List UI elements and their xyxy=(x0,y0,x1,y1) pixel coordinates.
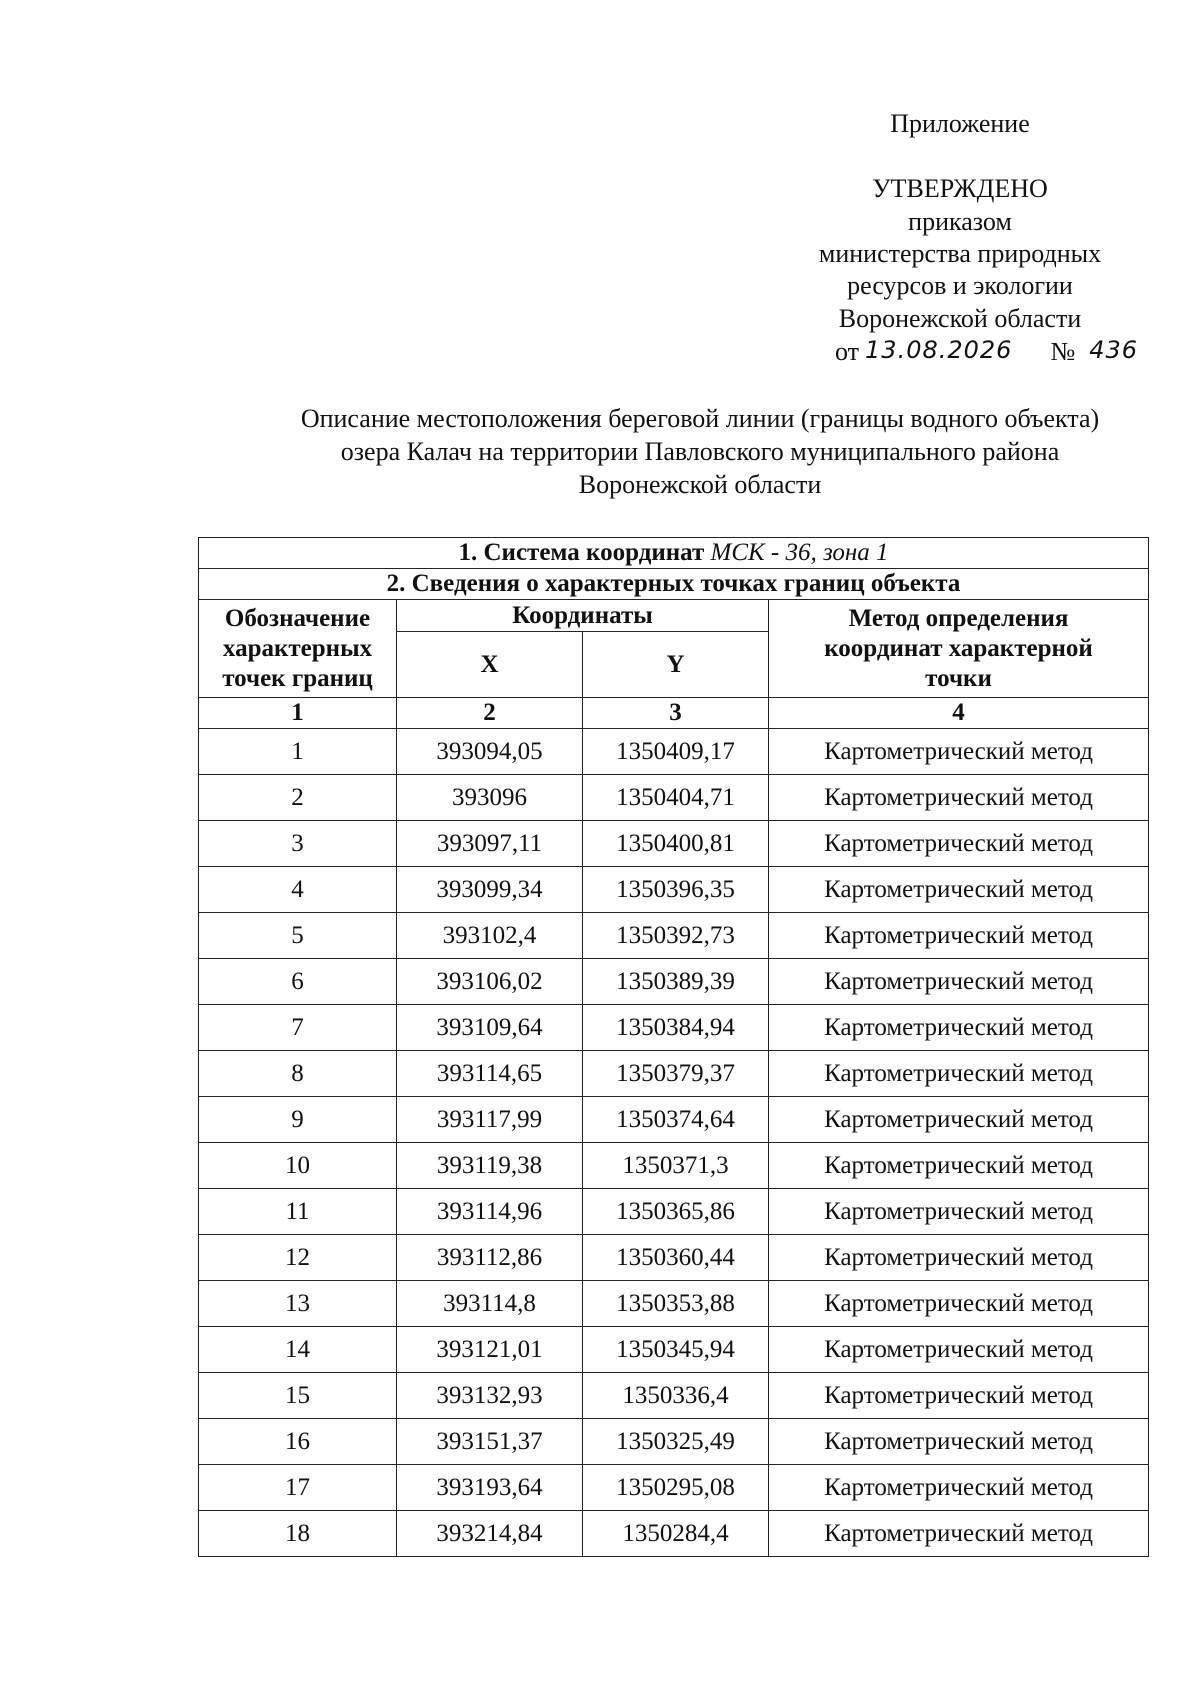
cell-y: 1350400,81 xyxy=(583,821,769,867)
table-row xyxy=(199,959,1149,1005)
handwritten-order-number: 436 xyxy=(1089,336,1139,364)
cell-y: 1350325,49 xyxy=(583,1419,769,1465)
cell-y: 1350392,73 xyxy=(583,913,769,959)
cell-point: 5 xyxy=(199,913,397,959)
table-row xyxy=(199,1465,1149,1511)
cell-x: 393106,02 xyxy=(397,959,583,1005)
header-point-line-1: Обозначение xyxy=(224,604,371,632)
cell-x: 393099,34 xyxy=(397,867,583,913)
cell-y: 1350371,3 xyxy=(583,1143,769,1189)
cell-y: 1350404,71 xyxy=(583,775,769,821)
cell-point: 7 xyxy=(199,1005,397,1051)
table-row xyxy=(199,1005,1149,1051)
cell-y: 1350389,39 xyxy=(583,959,769,1005)
cell-method: Картометрический метод xyxy=(769,1281,1149,1327)
cell-y: 1350336,4 xyxy=(583,1373,769,1419)
number-sign: № xyxy=(1050,337,1076,366)
cell-y: 1350379,37 xyxy=(583,1051,769,1097)
coordinate-system-value: МСК - 36, зона 1 xyxy=(710,539,889,566)
coordinates-table xyxy=(198,537,1149,1557)
cell-method: Картометрический метод xyxy=(769,1511,1149,1557)
header-method-line-3: точки xyxy=(925,664,992,692)
header-x: X xyxy=(397,632,583,698)
cell-x: 393151,37 xyxy=(397,1419,583,1465)
title-line-3: Воронежской области xyxy=(578,470,822,499)
cell-method: Картометрический метод xyxy=(769,775,1149,821)
cell-point: 6 xyxy=(199,959,397,1005)
table-header-row xyxy=(199,600,1149,632)
coordinate-system-cell xyxy=(199,538,1149,569)
table-row xyxy=(199,1281,1149,1327)
cell-x: 393119,38 xyxy=(397,1143,583,1189)
table-row xyxy=(199,1097,1149,1143)
cell-point: 9 xyxy=(199,1097,397,1143)
cell-y: 1350384,94 xyxy=(583,1005,769,1051)
cell-method: Картометрический метод xyxy=(769,867,1149,913)
approved-label: УТВЕРЖДЕНО xyxy=(872,174,1048,203)
cell-y: 1350360,44 xyxy=(583,1235,769,1281)
cell-x: 393114,8 xyxy=(397,1281,583,1327)
cell-point: 15 xyxy=(199,1373,397,1419)
cell-point: 4 xyxy=(199,867,397,913)
column-number: 3 xyxy=(583,698,769,729)
cell-x: 393102,4 xyxy=(397,913,583,959)
cell-method: Картометрический метод xyxy=(769,1235,1149,1281)
cell-method: Картометрический метод xyxy=(769,1419,1149,1465)
cell-y: 1350295,08 xyxy=(583,1465,769,1511)
cell-point: 8 xyxy=(199,1051,397,1097)
cell-method: Картометрический метод xyxy=(769,959,1149,1005)
cell-method: Картометрический метод xyxy=(769,913,1149,959)
cell-point: 17 xyxy=(199,1465,397,1511)
cell-point: 1 xyxy=(199,729,397,775)
cell-x: 393094,05 xyxy=(397,729,583,775)
appendix-label: Приложение xyxy=(890,109,1030,138)
title-line-1: Описание местоположения береговой линии (границы водного объекта) xyxy=(300,404,1100,433)
points-info-row xyxy=(199,569,1149,600)
header-coordinates: Координаты xyxy=(397,600,769,632)
points-info-cell: 2. Сведения о характерных точках границ объекта xyxy=(199,569,1149,600)
cell-x: 393214,84 xyxy=(397,1511,583,1557)
table-row xyxy=(199,1051,1149,1097)
cell-y: 1350284,4 xyxy=(583,1511,769,1557)
order-label: приказом xyxy=(908,207,1012,236)
header-method xyxy=(769,600,1149,698)
table-row xyxy=(199,821,1149,867)
cell-point: 18 xyxy=(199,1511,397,1557)
table-row xyxy=(199,867,1149,913)
cell-y: 1350409,17 xyxy=(583,729,769,775)
handwritten-date: 13.08.2026 xyxy=(865,336,1013,364)
header-point-line-3: точек границ xyxy=(222,664,373,692)
cell-x: 393097,11 xyxy=(397,821,583,867)
table-row xyxy=(199,1419,1149,1465)
column-number: 2 xyxy=(397,698,583,729)
cell-method: Картометрический метод xyxy=(769,1189,1149,1235)
column-number: 1 xyxy=(199,698,397,729)
ministry-label: министерства природных xyxy=(818,239,1102,268)
cell-method: Картометрический метод xyxy=(769,1373,1149,1419)
cell-y: 1350374,64 xyxy=(583,1097,769,1143)
cell-method: Картометрический метод xyxy=(769,1143,1149,1189)
cell-method: Картометрический метод xyxy=(769,729,1149,775)
cell-method: Картометрический метод xyxy=(769,1051,1149,1097)
resources-label: ресурсов и экологии xyxy=(847,271,1073,300)
cell-method: Картометрический метод xyxy=(769,821,1149,867)
cell-point: 11 xyxy=(199,1189,397,1235)
header-method-line-1: Метод определения xyxy=(848,604,1069,632)
cell-x: 393117,99 xyxy=(397,1097,583,1143)
header-method-line-2: координат характерной xyxy=(824,634,1093,662)
table-row xyxy=(199,775,1149,821)
cell-x: 393112,86 xyxy=(397,1235,583,1281)
cell-x: 393193,64 xyxy=(397,1465,583,1511)
table-row xyxy=(199,1511,1149,1557)
cell-point: 12 xyxy=(199,1235,397,1281)
cell-point: 2 xyxy=(199,775,397,821)
region-label: Воронежской области xyxy=(838,304,1082,333)
cell-method: Картометрический метод xyxy=(769,1097,1149,1143)
cell-point: 10 xyxy=(199,1143,397,1189)
cell-method: Картометрический метод xyxy=(769,1465,1149,1511)
table-row xyxy=(199,729,1149,775)
cell-x: 393114,65 xyxy=(397,1051,583,1097)
column-number: 4 xyxy=(769,698,1149,729)
table-row xyxy=(199,1327,1149,1373)
table-row xyxy=(199,1143,1149,1189)
cell-x: 393096 xyxy=(397,775,583,821)
table-row xyxy=(199,1189,1149,1235)
cell-method: Картометрический метод xyxy=(769,1327,1149,1373)
coordinate-system-label: 1. Система координат xyxy=(458,539,705,566)
cell-x: 393132,93 xyxy=(397,1373,583,1419)
table-row xyxy=(199,1373,1149,1419)
header-y: Y xyxy=(583,632,769,698)
cell-x: 393109,64 xyxy=(397,1005,583,1051)
cell-point: 13 xyxy=(199,1281,397,1327)
cell-x: 393114,96 xyxy=(397,1189,583,1235)
cell-y: 1350396,35 xyxy=(583,867,769,913)
cell-point: 14 xyxy=(199,1327,397,1373)
cell-y: 1350353,88 xyxy=(583,1281,769,1327)
header-point-designation xyxy=(199,600,397,698)
coordinate-system-row xyxy=(199,538,1149,569)
column-number-row xyxy=(199,698,1149,729)
title-line-2: озера Калач на территории Павловского муниципального района xyxy=(340,437,1060,466)
cell-y: 1350345,94 xyxy=(583,1327,769,1373)
date-prefix: от xyxy=(835,337,860,366)
cell-point: 16 xyxy=(199,1419,397,1465)
cell-point: 3 xyxy=(199,821,397,867)
cell-x: 393121,01 xyxy=(397,1327,583,1373)
table-row xyxy=(199,913,1149,959)
cell-method: Картометрический метод xyxy=(769,1005,1149,1051)
approval-date-line xyxy=(835,336,1200,368)
table-row xyxy=(199,1235,1149,1281)
header-point-line-2: характерных xyxy=(222,634,373,662)
cell-y: 1350365,86 xyxy=(583,1189,769,1235)
